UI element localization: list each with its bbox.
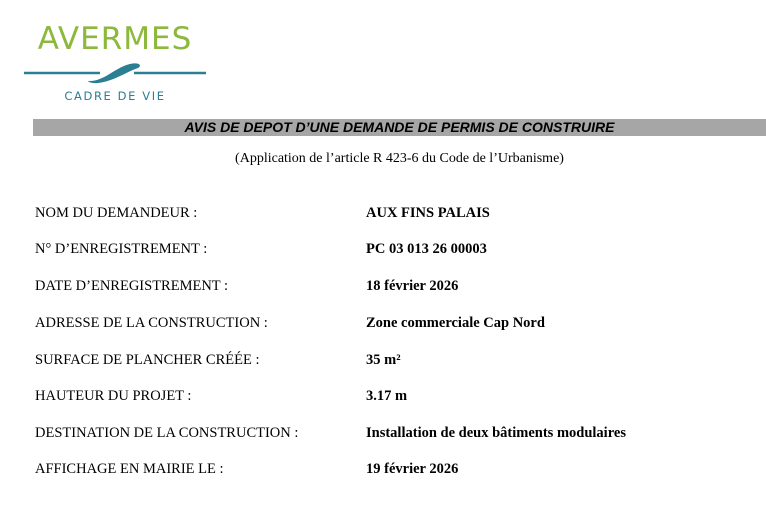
field-label: DESTINATION DE LA CONSTRUCTION : — [35, 425, 299, 441]
field-label: ADRESSE DE LA CONSTRUCTION : — [35, 315, 268, 331]
field-label: DATE D’ENREGISTREMENT : — [35, 278, 229, 294]
field-label: SURFACE DE PLANCHER CRÉÉE : — [35, 352, 260, 368]
field-label: N° D’ENREGISTREMENT : — [35, 241, 208, 257]
field-value: 18 février 2026 — [366, 278, 459, 294]
field-row-destination — [0, 425, 766, 447]
field-value: 19 février 2026 — [366, 461, 459, 477]
logo-tagline: CADRE DE VIE — [64, 89, 166, 103]
page-title: AVIS DE DEPOT D’UNE DEMANDE DE PERMIS DE CONSTRUIRE — [184, 119, 615, 135]
field-row-floor-area — [0, 352, 766, 374]
field-row-registration-number — [0, 241, 766, 263]
field-row-registration-date — [0, 278, 766, 300]
field-row-address — [0, 315, 766, 337]
field-row-height — [0, 388, 766, 410]
field-value: Installation de deux bâtiments modulaires — [366, 425, 626, 441]
field-value: PC 03 013 26 00003 — [366, 241, 487, 257]
field-row-applicant — [0, 205, 766, 227]
logo-wordmark: AVERMES — [37, 21, 193, 57]
field-row-posting-date — [0, 461, 766, 483]
field-value: 35 m² — [366, 352, 401, 368]
page-subtitle: (Application de l’article R 423-6 du Code de l’Urbanisme) — [235, 151, 564, 166]
field-label: NOM DU DEMANDEUR : — [35, 205, 198, 221]
field-label: HAUTEUR DU PROJET : — [35, 388, 192, 404]
field-label: AFFICHAGE EN MAIRIE LE : — [35, 461, 224, 477]
field-value: 3.17 m — [366, 388, 408, 404]
field-value: AUX FINS PALAIS — [366, 205, 490, 221]
field-value: Zone commerciale Cap Nord — [366, 315, 545, 331]
